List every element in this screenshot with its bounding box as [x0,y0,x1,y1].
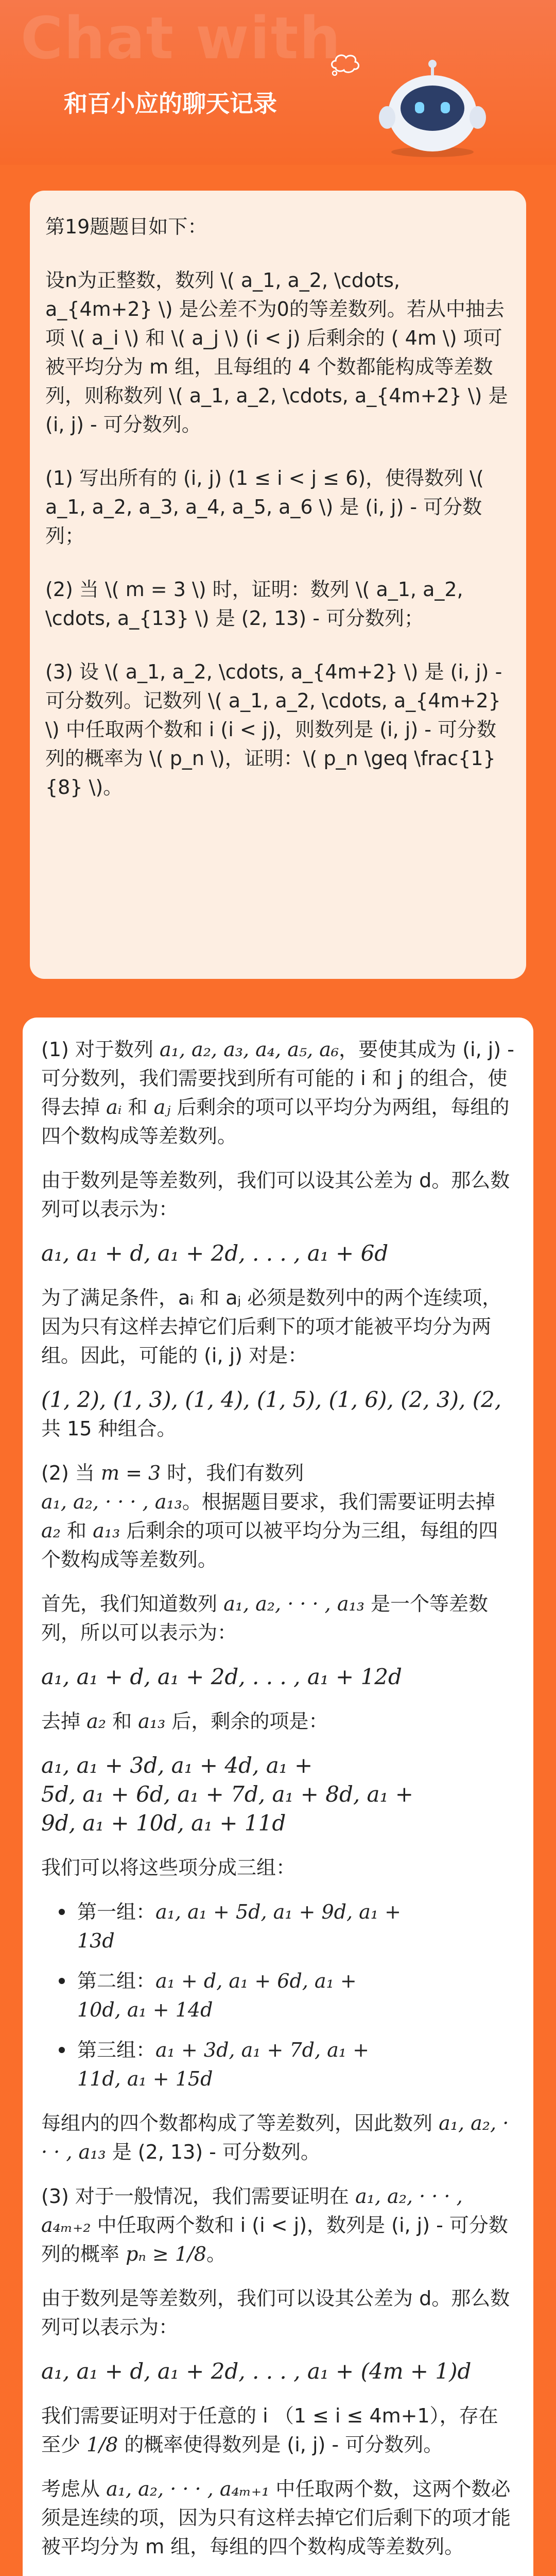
math-span: 13d [77,1929,115,1952]
equation: a₁, a₁ + d, a₁ + 2d, . . . , a₁ + 12d [41,1664,402,1689]
answer-paragraph: 由于数列是等差数列，我们可以设其公差为 d。那么数列可以表示为： [41,2287,510,2338]
text-span: 中任取两个数，这两个数必须是连续的项，因为只有这样去掉它们后剩下的项才能被平均分为 m 组，每组的四个数构成等差数列。 [41,2478,511,2558]
chat-history-title: 和百小应的聊天记录 [64,90,277,117]
text-span: 是一个等差数列，所以可以表示为： [41,1592,489,1644]
text-span: 首先，我们知道数列 [41,1592,224,1615]
text-span: 中任取两个数和 i (i < j)，数列是 (i, j) - 可分数列的概率 [41,2214,508,2265]
answer-paragraph [41,2109,515,2166]
text-span: 。根据题目要求，我们需要证明去掉 [182,1490,495,1513]
math-span: aᵢ [106,1096,122,1118]
equation: a₁, a₁ + 3d, a₁ + 4d, a₁ + [41,1753,313,1778]
text-span: 和 [60,1519,93,1542]
text-span: 考虑从 [41,2478,107,2500]
answer-card [23,1018,533,2576]
text-span: 。 [206,2243,226,2265]
thought-bubble-icon [329,50,360,76]
question-paragraph: (2) 当 \( m = 3 \) 时，证明：数列 \( a_1, a_2, \cdots, a_{13} \) 是 (2, 13) - 可分数列； [45,578,463,630]
group-label: 第二组： [77,1970,156,1992]
group-label: 第一组： [77,1901,156,1923]
text-span: 和 [121,1096,154,1118]
answer-paragraph: 为了满足条件，aᵢ 和 aⱼ 必须是数列中的两个连续项，因为只有这样去掉它们后剩下的项才能被平均分为两组。因此，可能的 (i, j) 对是： [41,1286,502,1367]
answer-paragraph: 我们可以将这些项分成三组： [41,1856,296,1879]
math-span: a₁, a₂, · · · , a₁₃ [41,1490,182,1513]
text-span: 每组内的四个数都构成了等差数列，因此数列 [41,2112,439,2134]
answer-paragraph [41,2401,515,2459]
answer-paragraph: 由于数列是等差数列，我们可以设其公差为 d。那么数列可以表示为： [41,1169,510,1221]
list-item [77,1897,515,1955]
text-span: (1) 对于数列 [41,1038,160,1061]
answer-paragraph [41,1589,515,1647]
header-banner [0,0,556,165]
equation: 5d, a₁ + 6d, a₁ + 7d, a₁ + 8d, a₁ + [41,1782,413,1807]
math-span: aⱼ [153,1096,171,1118]
question-paragraph: (3) 设 \( a_1, a_2, \cdots, a_{4m+2} \) 是 (i, j) - 可分数列。记数列 \( a_1, a_2, \cdots, a_{4m+2} \) 中任取两个数和 i (i < j)，则数列是 (i, j) - 可分数列的概率为 \( p_n \)，证明：\( p_n \geq \frac{1}{8} \)。 [45,660,502,799]
math-span: a₁₃ [93,1519,120,1542]
equation: a₁, a₁ + d, a₁ + 2d, . . . , a₁ + (4m + 1)d [41,2359,472,2384]
group-list [41,1897,515,2093]
question-bubble [30,191,526,979]
math-span: 1/8 [86,2433,118,2456]
math-span: a₁, a₂, · · · , a₄ₘ₊₁ [106,2478,270,2500]
answer-paragraph [41,1707,515,1736]
text-span: 是 (2, 13) - 可分数列。 [106,2141,320,2163]
answer-paragraph [41,1035,515,1150]
question-paragraph: 第19题题目如下： [45,215,207,238]
math-span: a₁, a₂, · · · , a₁₃ [41,2112,509,2163]
list-item [77,2036,515,2093]
question-paragraph: (1) 写出所有的 (i, j) (1 ≤ i < j ≤ 6)，使得数列 \( a_1, a_2, a_3, a_4, a_5, a_6 \) 是 (i, j) - 可分数列； [45,467,484,547]
text-span: (3) 对于一般情况，我们需要证明在 [41,2185,355,2208]
question-paragraph: 设n为正整数，数列 \( a_1, a_2, \cdots, a_{4m+2} \) 是公差不为0的等差数列。若从中抽去项 \( a_i \) 和 \( a_j \) (i < j) 后剩余的 ( 4m \) 项可被平均分为 m 组，且每组的 4 个数都能构成等差数列，则称数列 \( a_1, a_2, \cdots, a_{4m+2} \) 是 (i, j) - 可分数列。 [45,269,508,436]
math-span: 11d, a₁ + 15d [77,2067,213,2090]
answer-paragraph [41,2475,515,2561]
robot-mascot-icon [371,57,494,160]
list-item [77,1967,515,2024]
text-span: ，要使其成为 (i, j) - 可分数列，我们需要找到所有可能的 i 和 j 的组合，使得去掉 [41,1038,514,1118]
text-span: (2) 当 [41,1462,101,1484]
text-span: 的概率使得数列是 (i, j) - 可分数列。 [118,2433,443,2456]
equation: a₁, a₁ + d, a₁ + 2d, . . . , a₁ + 6d [41,1241,389,1266]
math-span: a₁ + 3d, a₁ + 7d, a₁ + [155,2039,369,2061]
math-span: a₁ + d, a₁ + 6d, a₁ + [155,1970,357,1992]
math-span: a₂ [86,1710,106,1733]
text-span: 后，剩余的项是： [165,1710,328,1733]
math-span: pₙ ≥ 1/8 [126,2243,206,2265]
text-span: 我们需要证明对于任意的 i （1 ≤ i ≤ 4m+1），存在至少 [41,2404,498,2456]
text-span: 后剩余的项可以平均分为两组，每组的四个数构成等差数列。 [41,1096,510,1147]
text-span: 后剩余的项可以被平均分为三组，每组的四个数构成等差数列。 [41,1519,498,1571]
text-span: 时，我们有数列 [161,1462,304,1484]
equation: 9d, a₁ + 10d, a₁ + 11d [41,1810,286,1836]
math-span: a₁₃ [138,1710,166,1733]
text-span: 去掉 [41,1710,87,1733]
header-watermark: Chat with [21,5,342,72]
math-span: a₂ [41,1519,61,1542]
equation: (1, 2), (1, 3), (1, 4), (1, 5), (1, 6), (2, 3), (2, [41,1387,502,1412]
math-span: a₁, a₂, · · · , a₁₃ [223,1592,364,1615]
math-span: m = 3 [101,1462,161,1484]
math-span: a₁, a₂, · · · , a₄ₘ₊₂ [41,2185,463,2236]
math-span: a₁, a₁ + 5d, a₁ + 9d, a₁ + [155,1901,401,1923]
text-span: 和 [106,1710,138,1733]
group-label: 第三组： [77,2039,156,2061]
answer-paragraph: 共 15 种组合。 [41,1417,177,1440]
math-span: a₁, a₂, a₃, a₄, a₅, a₆ [160,1038,339,1061]
answer-paragraph [41,2182,515,2268]
math-span: 10d, a₁ + 14d [77,1998,213,2021]
answer-paragraph [41,1459,515,1574]
